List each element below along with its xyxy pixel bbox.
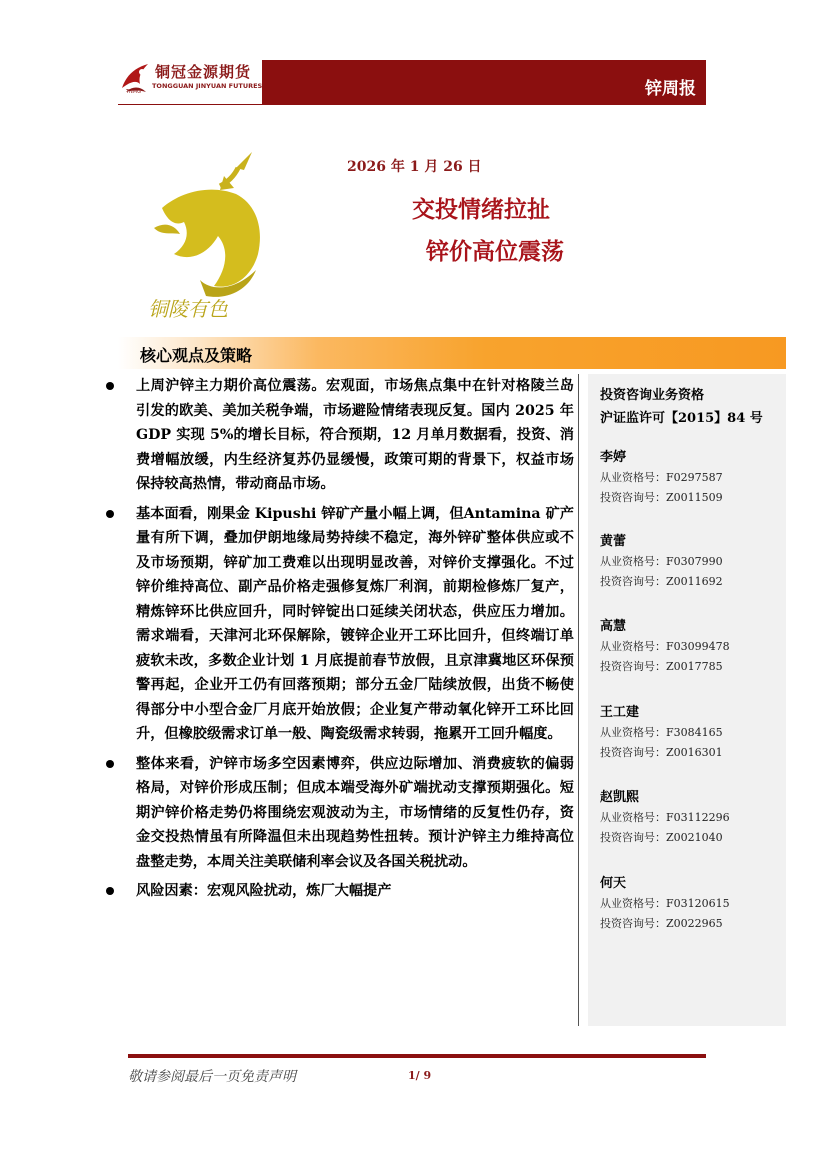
section-title: 核心观点及策略 [140, 346, 253, 365]
analyst-consult-no: 投资咨询号：Z0011692 [600, 575, 723, 588]
analyst-consult-no: 投资咨询号：Z0021040 [600, 831, 723, 844]
analyst-card [600, 788, 780, 848]
analyst-name: 何天 [600, 876, 627, 891]
analyst-qualification: 从业资格号：F03120615 [600, 897, 730, 910]
analyst-name: 李婷 [600, 450, 627, 465]
headline-line-2: 锌价高位震荡 [426, 238, 564, 265]
footer-divider [128, 1054, 706, 1058]
paragraph-text: 基本面看，刚果金 Kipushi 锌矿产量小幅上调，但Antamina 矿产量有所下调，叠加伊朗地缘局势持续不稳定，海外锌矿整体供应或不及市场预期，锌矿加工费难以出现明显改善，对锌价支撑强化。不过锌价维持高位、副产品价格走强修复炼厂利润，前期检修炼厂复产，精炼锌环比供应回升，同时锌锭出口延续关闭状态，供应压力增加。需求端看，天津河北环保解除，镀锌企业开工环比回升，但终端订单疲软未改，多数企业计划 1 月底提前春节放假，且京津冀地区环保预警再起，企业开工仍有回落预期；部分五金厂陆续放假，出货不畅使得部分中小型合金厂月底开始放假；企业复产带动氧化锌开工环比回升，但橡胶级需求订单一般、陶瓷级需求转弱，拖累开工回升幅度。 [136, 505, 574, 742]
bullet-icon [106, 760, 114, 768]
analyst-consult-no: 投资咨询号：Z0017785 [600, 660, 723, 673]
analyst-card [600, 703, 780, 763]
analyst-name: 高慧 [600, 619, 627, 634]
page-number: 1/ 9 [408, 1069, 432, 1082]
section-header-bar [118, 337, 786, 369]
hero-art-caption: 铜陵有色 [148, 297, 228, 321]
analyst-qualification: 从业资格号：F03099478 [600, 640, 730, 653]
brand-name-en: TONGGUAN JINYUAN FUTURES [152, 82, 263, 90]
brand-abbr: TNMG [126, 89, 141, 95]
bullet-icon [106, 510, 114, 518]
paragraph-text: 风险因素：宏观风险扰动，炼厂大幅提产 [136, 883, 392, 899]
cert-number: 沪证监许可【2015】84 号 [600, 411, 763, 426]
report-type-label: 锌周报 [645, 79, 696, 99]
brand-name-cn: 铜冠金源期货 [155, 63, 252, 81]
main-content [106, 374, 574, 909]
viewpoint-paragraph [106, 752, 574, 875]
analyst-qualification: 从业资格号：F03112296 [600, 811, 730, 824]
analyst-card [600, 448, 780, 508]
bullet-icon [106, 887, 114, 895]
disclaimer-note: 敬请参阅最后一页免责声明 [128, 1069, 296, 1085]
analyst-card [600, 874, 780, 934]
analyst-name: 赵凯熙 [600, 790, 640, 805]
bullet-icon [106, 382, 114, 390]
analyst-consult-no: 投资咨询号：Z0022965 [600, 917, 723, 930]
risk-paragraph [106, 879, 574, 904]
paragraph-text: 上周沪锌主力期价高位震荡。宏观面，市场焦点集中在针对格陵兰岛引发的欧美、美加关税争端，市场避险情绪表现反复。国内 2025 年 GDP 实现 5%的增长目标，符合预期，12 月单月数据看，投资、消费增幅放缓，内生经济复苏仍显缓慢，政策可期的背景下，权益市场保持较高热情，带动商品市场。 [136, 378, 574, 492]
analyst-sidebar [588, 374, 786, 1026]
report-date: 2026 年 1 月 26 日 [347, 159, 482, 175]
mascot-art-icon [140, 150, 280, 325]
viewpoint-paragraph [106, 374, 574, 497]
analyst-qualification: 从业资格号：F0307990 [600, 555, 723, 568]
analyst-name: 王工建 [600, 705, 640, 720]
header-bar [262, 60, 706, 104]
analyst-name: 黄蕾 [600, 534, 627, 549]
analyst-consult-no: 投资咨询号：Z0011509 [600, 491, 723, 504]
headline-line-1: 交投情绪拉扯 [412, 196, 550, 223]
analyst-qualification: 从业资格号：F0297587 [600, 471, 723, 484]
analyst-qualification: 从业资格号：F3084165 [600, 726, 723, 739]
analyst-card [600, 532, 780, 592]
column-divider [578, 374, 579, 1026]
cert-title: 投资咨询业务资格 [600, 388, 705, 403]
analyst-card [600, 617, 780, 677]
viewpoint-paragraph [106, 502, 574, 747]
analyst-consult-no: 投资咨询号：Z0016301 [600, 746, 723, 759]
paragraph-text: 整体来看，沪锌市场多空因素博弈，供应边际增加、消费疲软的偏弱格局，对锌价形成压制；但成本端受海外矿端扰动支撑预期强化。短期沪锌价格走势仍将围绕宏观波动为主，市场情绪的反复性仍存，资金交投热情虽有所降温但未出现趋势性扭转。预计沪锌主力维持高位盘整走势，本周关注美联储利率会议及各国关税扰动。 [136, 755, 574, 870]
header-divider [118, 104, 706, 105]
